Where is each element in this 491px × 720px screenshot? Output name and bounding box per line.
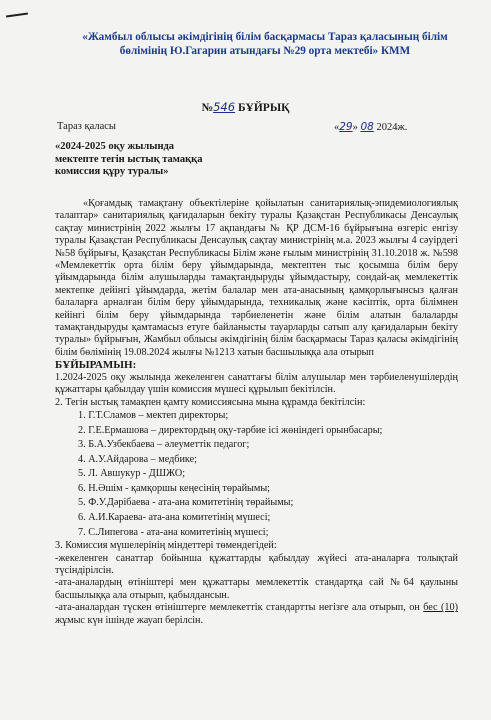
- order-subject: [55, 141, 202, 179]
- date-month: 08: [360, 121, 374, 133]
- subject-line-2: мектепте тегін ыстық тамаққа: [55, 153, 203, 165]
- duty-3-start: -ата-аналардан түскен өтініштерге мемлекеттік стандартты негізге ала отырып, он: [55, 602, 424, 614]
- date-open-quote: «: [334, 122, 340, 133]
- header-line-2: бөлімінің Ю.Гагарин атындағы №29 орта мектебі» КММ: [119, 45, 411, 57]
- order-number: 546: [213, 100, 236, 114]
- member-item: 6. Н.Әшім - қамқоршы кеңесінің төрайымы;: [78, 482, 271, 494]
- header-line-1: «Жамбыл облысы әкімдігінің білім басқармасы Тараз қаласының білім: [82, 31, 448, 43]
- member-item: 7. С.Липегова - ата-ана комитетінің мүшесі;: [78, 526, 269, 538]
- subject-line-3: комиссия құру туралы»: [55, 166, 169, 177]
- date-year: 2024ж.: [376, 122, 408, 133]
- preamble: «Қоғамдық тамақтану объектілеріне қойылатын санитариялық-эпидемиологиялық талаптар» санитариялық қағидаларын бекіту туралы Қазақстан Республикасы Денсаулық сақтау министрінің 2022 жылғы 17 ақпандағы № ҚР ДСМ-16 бұйрығына өзгеріс енгізу туралы Қазақстан Республикасы Денсаулық сақтау министрінің м.а. 2023 жылғы 4 сәуірдегі №58 бұйрығы, Қазақстан Республикасы Білім және ғылым министрінің 31.10.2018 ж. №598 «Мемлекеттік орта білім беру ұйымдарында, мектептен тыс қосымша білім беру ұйымдарында білім алушыларды тамақтандыруды ұйымдастыру, сондай-ақ мемлекеттік мектепке дейінгі ұйымдарда, жетім балалар мен ата-анасының қамқорлығынсыз қалған балаларға арналған білім беру ұйымдарында, техникалық және кәсіптік, орта білімнен кейінгі білім беру ұйымдарында тәрбиеленетін және білім алатын балаларды тамақтандыруды қамтамасыз етуге байланысты тауарларды сатып алу қағидаларын бекіту туралы» бұйрығын, Жамбыл облысы әкімдігінің білім басқармасы Тараз қаласы әкімдігінің білім бөлімінің 19.08.2024 жылғы №1213 хатын басшылыққа ала отырып: [55, 198, 458, 358]
- city: Тараз қаласы: [57, 121, 116, 132]
- duty-2: -ата-аналардың өтініштері мен құжаттары мемлекеттік стандартқа сай №64 қаулыны басшылыққа ала отырып, қабылдансын.: [55, 577, 458, 601]
- member-item: 6. А.И.Караева- ата-ана комитетінің мүшесі;: [78, 512, 271, 524]
- member-item: 4. А.У.Айдарова – медбике;: [78, 453, 197, 465]
- subject-line-1: «2024-2025 оқу жылында: [55, 141, 175, 152]
- member-item: 5. Л. Авшукур - ДШЖО;: [78, 468, 186, 480]
- member-item: 1. Г.Т.Сламов – мектеп директоры;: [78, 409, 229, 421]
- member-item: 2. Г.Е.Ермашова – директордың оқу-тәрбие ісі жөніндегі орынбасары;: [78, 424, 383, 436]
- organization-header: [70, 30, 460, 58]
- order-body: [55, 198, 458, 627]
- member-item: 5. Ф.У.Дәрібаева - ата-ана комитетінің төрайымы;: [78, 497, 294, 509]
- orders-heading: БҰЙЫРАМЫН:: [55, 359, 137, 372]
- date-close-quote: »: [352, 122, 358, 133]
- duty-3: [55, 602, 458, 627]
- duty-3-term: бес (10): [423, 602, 458, 614]
- member-item: 3. Б.А.Узбекбаева – әлеуметтік педагог;: [78, 439, 250, 451]
- item-2: 2. Тегін ыстық тамақпен қамту комиссиясына мына құрамда бекітілсін:: [55, 396, 366, 408]
- date-day: 29: [339, 121, 353, 133]
- item-3: 3. Комиссия мүшелерінің міндеттері төмендегідей:: [55, 540, 277, 552]
- order-number-prefix: №: [201, 102, 214, 114]
- order-title: [0, 100, 491, 114]
- order-title-text: БҰЙРЫҚ: [237, 102, 290, 114]
- pen-mark: [6, 12, 28, 17]
- duty-3-end: жұмыс күн ішінде жауап берілсін.: [55, 614, 204, 626]
- item-1: 1.2024-2025 оқу жылында жекеленген санаттағы білім алушылар мен тәрбиеленушілердің құжаттары қабылдау үшін комиссия мүшесі құрылып бекітілсін.: [55, 371, 458, 396]
- order-date: [334, 121, 407, 133]
- commission-members: [55, 409, 458, 540]
- duty-1: -жекеленген санаттар бойынша құжаттарды қабылдау жүйесі ата-аналарға толықтай түсіндірілсін.: [55, 552, 458, 577]
